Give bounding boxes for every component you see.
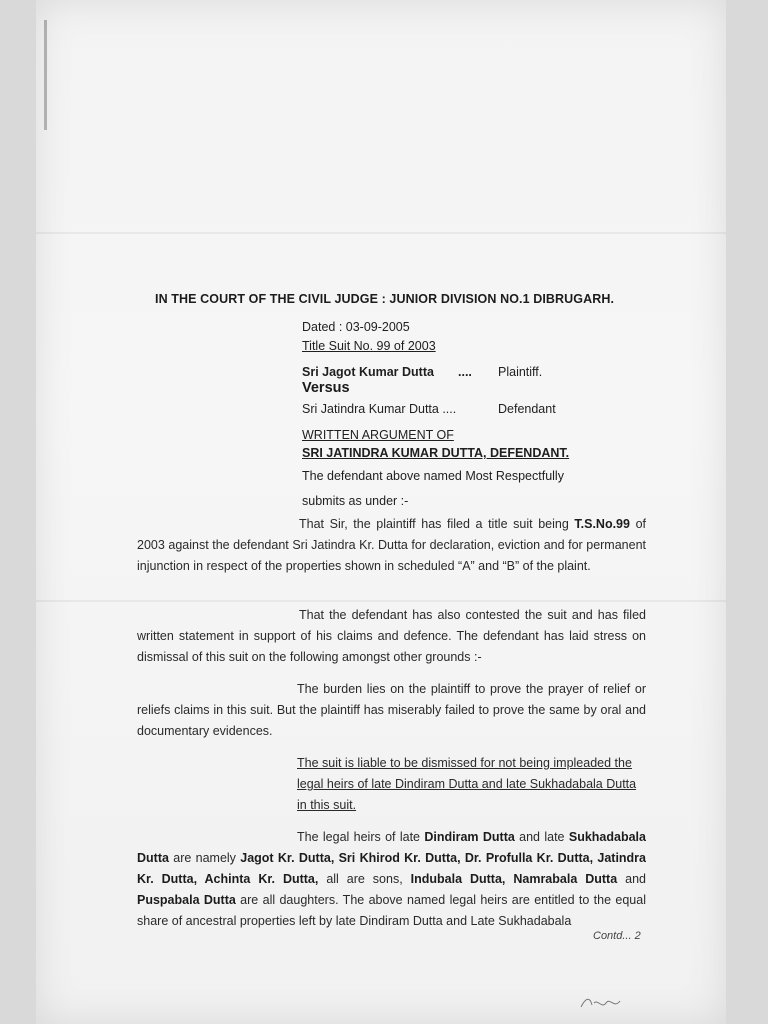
defendant-name: Sri Jatindra Kumar Dutta .... [302,402,457,416]
para1-text-c: of 2003 against the defendant Sri Jatindra Kr. Dutta for declaration, eviction and for permanent injunction in respect of the properties shown in scheduled “A” and “B” of the plaint. [137,517,646,573]
ground-of-dismissal: The suit is liable to be dismissed for not being impleaded the legal heirs of late Dindiram Dutta and late Sukhadabala Dutta in this suit. [297,756,637,812]
para4-t2: and late [514,830,569,844]
paragraph-4 [137,827,646,932]
plaintiff-role: Plaintiff. [498,365,543,379]
para3-text: The burden lies on the plaintiff to prove the prayer of relief or reliefs claims in this suit. But the plaintiff has miserably failed to prove the same by oral and documentary evidences. [137,682,646,738]
paragraph-1 [137,514,646,577]
defendant-role: Defendant [498,402,556,416]
para4-b2: Sukhadabala Dutta [137,830,646,865]
para4-t3: are namely [168,851,241,865]
plaintiff-name: Sri Jagot Kumar Dutta [302,365,434,379]
paragraph-2 [137,605,646,668]
para2-text: That the defendant has also contested the suit and has filed written statement in support of his claims and defence. The defendant has laid stress on dismissal of this suit on the following amongst other grounds :- [137,608,646,664]
para4-b1: Dindiram Dutta [424,830,515,844]
argument-title-1: WRITTEN ARGUMENT OF [302,428,454,442]
argument-title-2: SRI JATINDRA KUMAR DUTTA, DEFENDANT. [302,446,570,460]
versus: Versus [302,380,350,396]
paper-fold [36,600,726,602]
para4-b5: Puspabala Dutta [137,893,236,907]
scan-edge-mark [44,20,47,130]
para4-t1: The legal heirs of late [297,830,425,844]
para4-t6: are all daughters. The above named legal heirs are entitled to the equal share of ancestral properties left by late Dindiram Dutta and Late Sukhadabala [137,893,646,928]
paragraph-3 [137,679,646,742]
intro-line-2: submits as under :- [302,494,409,508]
para1-text-a: That Sir, the plaintiff has filed a title suit being [299,517,575,531]
continued-marker: Contd... 2 [593,930,641,942]
handwritten-initials [578,993,628,1013]
court-heading: IN THE COURT OF THE CIVIL JUDGE : JUNIOR DIVISION NO.1 DIBRUGARH. [155,292,615,306]
paper-fold [36,232,726,234]
para4-t5: and [617,872,646,886]
dated: Dated : 03-09-2005 [302,320,410,334]
suit-number: Title Suit No. 99 of 2003 [302,339,436,353]
para4-b4: Indubala Dutta, Namrabala Dutta [410,872,618,886]
intro-line-1: The defendant above named Most Respectfully [302,469,564,483]
plaintiff-dots: .... [458,365,472,379]
para4-b3: Jagot Kr. Dutta, Sri Khirod Kr. Dutta, Dr. Profulla Kr. Dutta, Jatindra Kr. Dutta, Achinta Kr. Dutta, [137,851,647,886]
para4-t4: all are sons, [318,872,411,886]
para1-suit-ref: T.S.No.99 [574,517,630,531]
